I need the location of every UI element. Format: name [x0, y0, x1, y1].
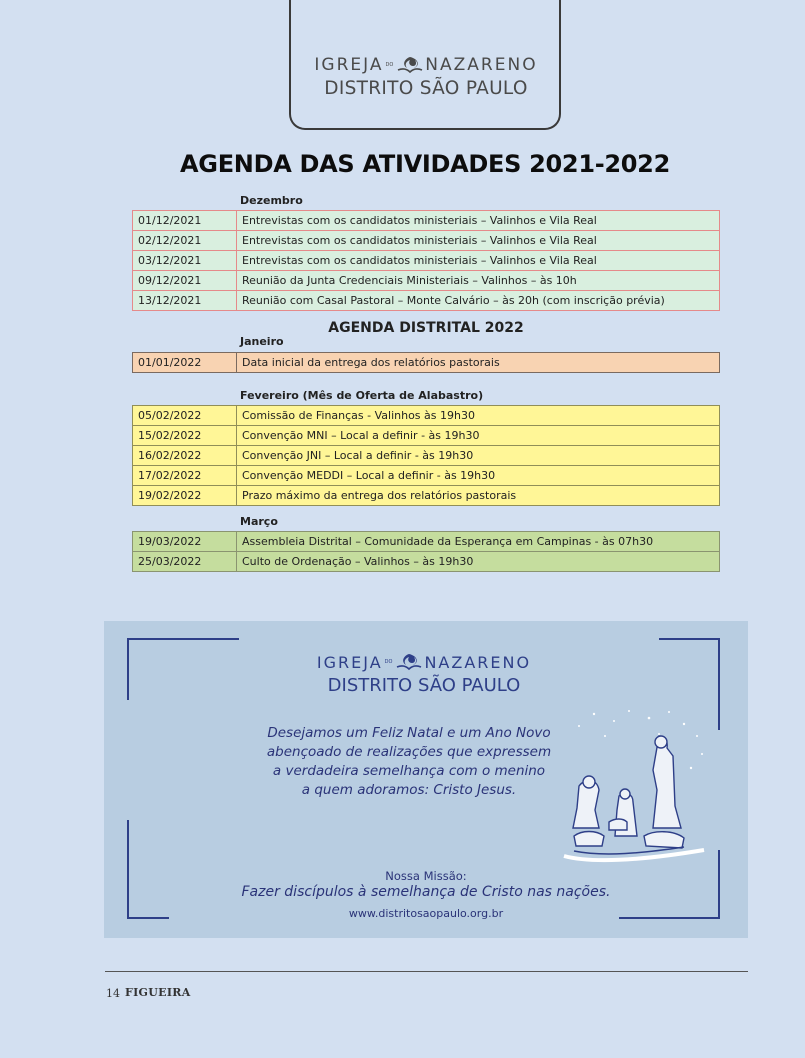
table-fevereiro — [132, 405, 720, 506]
message-line: abençoado de realizações que expressem — [266, 744, 552, 760]
row-date: 17/02/2022 — [133, 466, 237, 486]
website-url: www.distritosaopaulo.org.br — [348, 907, 504, 920]
month-heading-fevereiro: Fevereiro (Mês de Oferta de Alabastro) — [240, 389, 484, 402]
row-event: Prazo máximo da entrega dos relatórios pastorais — [237, 486, 720, 506]
table-row — [133, 486, 720, 506]
table-body-dezembro — [133, 211, 720, 311]
page-number: 14 — [106, 987, 120, 1000]
row-date: 03/12/2021 — [133, 251, 237, 271]
card-logo-word-nazareno: NAZARENO — [424, 652, 532, 672]
month-heading-dezembro: Dezembro — [240, 194, 303, 207]
row-date: 19/02/2022 — [133, 486, 237, 506]
card-flame-book-icon — [394, 651, 424, 673]
table-body-fevereiro — [133, 406, 720, 506]
row-event: Entrevistas com os candidatos ministeriais – Valinhos e Vila Real — [237, 211, 720, 231]
christmas-card — [104, 621, 748, 938]
message-line: Desejamos um Feliz Natal e um Ano Novo — [267, 725, 551, 741]
row-event: Convenção JNI – Local a definir - às 19h30 — [237, 446, 720, 466]
row-event: Culto de Ordenação – Valinhos – às 19h30 — [237, 552, 720, 572]
table-marco — [132, 531, 720, 572]
table-row — [133, 231, 720, 251]
row-event: Assembleia Distrital – Comunidade da Esperança em Campinas - às 07h30 — [237, 532, 720, 552]
row-event: Data inicial da entrega dos relatórios pastorais — [237, 353, 720, 373]
row-event: Entrevistas com os candidatos ministeriais – Valinhos e Vila Real — [237, 231, 720, 251]
logo-word-igreja: IGREJA — [314, 55, 384, 75]
row-date: 13/12/2021 — [133, 291, 237, 311]
table-row — [133, 211, 720, 231]
table-body-janeiro — [133, 353, 720, 373]
row-event: Entrevistas com os candidatos ministeriais – Valinhos e Vila Real — [237, 251, 720, 271]
message-line: a verdadeira semelhança com o menino — [272, 763, 546, 779]
row-date: 02/12/2021 — [133, 231, 237, 251]
table-janeiro — [132, 352, 720, 373]
logo-district-name: DISTRITO SÃO PAULO — [324, 78, 528, 99]
table-row — [133, 251, 720, 271]
table-row — [133, 552, 720, 572]
row-date: 15/02/2022 — [133, 426, 237, 446]
logo-word-nazareno: NAZARENO — [425, 55, 538, 75]
table-row — [133, 446, 720, 466]
flame-book-icon — [395, 54, 425, 76]
table-row — [133, 466, 720, 486]
row-date: 16/02/2022 — [133, 446, 237, 466]
row-event: Reunião da Junta Credenciais Ministeriais – Valinhos – às 10h — [237, 271, 720, 291]
card-logo-word-igreja: IGREJA — [316, 652, 383, 672]
table-row — [133, 291, 720, 311]
church-logo — [311, 54, 541, 99]
logo-word-do: DO — [385, 62, 394, 68]
magazine-brand: FIGUEIRA — [125, 986, 191, 999]
row-event: Convenção MEDDI – Local a definir - às 19h30 — [237, 466, 720, 486]
header-box — [289, 0, 561, 130]
footer-divider — [105, 971, 748, 972]
table-dezembro — [132, 210, 720, 311]
card-church-logo — [304, 651, 544, 696]
table-row — [133, 406, 720, 426]
card-logo-district-name: DISTRITO SÃO PAULO — [327, 675, 521, 696]
mission-statement: Fazer discípulos à semelhança de Cristo nas nações. — [241, 884, 611, 900]
row-date: 19/03/2022 — [133, 532, 237, 552]
table-row — [133, 271, 720, 291]
row-event: Reunião com Casal Pastoral – Monte Calvário – às 20h (com inscrição prévia) — [237, 291, 720, 311]
row-date: 09/12/2021 — [133, 271, 237, 291]
row-date: 25/03/2022 — [133, 552, 237, 572]
page-title: AGENDA DAS ATIVIDADES 2021-2022 — [180, 150, 670, 178]
section-subtitle: AGENDA DISTRITAL 2022 — [328, 320, 524, 336]
mission-label: Nossa Missão: — [385, 869, 467, 883]
row-date: 01/12/2021 — [133, 211, 237, 231]
table-row — [133, 353, 720, 373]
table-body-marco — [133, 532, 720, 572]
christmas-message — [254, 724, 564, 800]
month-heading-janeiro: Janeiro — [240, 335, 284, 348]
table-row — [133, 532, 720, 552]
table-row — [133, 426, 720, 446]
card-logo-word-do: DO — [384, 659, 393, 665]
message-line: a quem adoramos: Cristo Jesus. — [301, 782, 517, 798]
month-heading-marco: Março — [240, 515, 278, 528]
row-date: 05/02/2022 — [133, 406, 237, 426]
row-date: 01/01/2022 — [133, 353, 237, 373]
nativity-scene-icon — [559, 706, 709, 866]
row-event: Convenção MNI – Local a definir - às 19h30 — [237, 426, 720, 446]
row-event: Comissão de Finanças - Valinhos às 19h30 — [237, 406, 720, 426]
